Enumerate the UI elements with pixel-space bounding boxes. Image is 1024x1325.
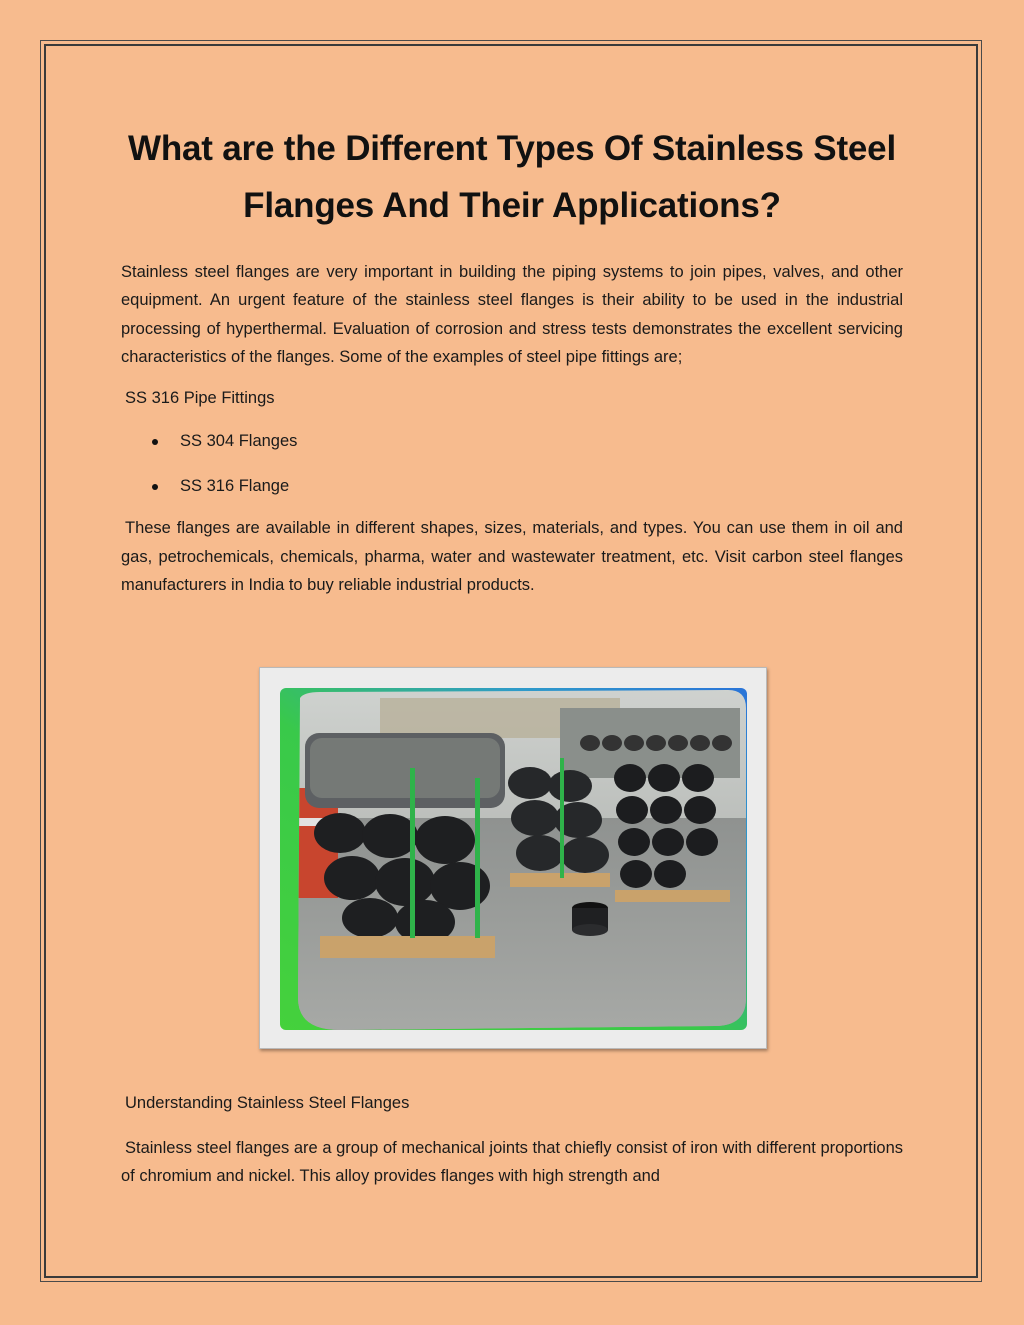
- plain-list-item: SS 316 Pipe Fittings: [125, 389, 275, 408]
- bullet-item: SS 316 Flange: [121, 472, 903, 500]
- availability-paragraph: These flanges are available in different shapes, sizes, materials, and types. You can use them in oil and gas, petrochemicals, chemicals, pharma, water and wastewater treatment, etc. Visit carbon steel flanges manufacturers in India to buy reliable industrial products.: [121, 519, 903, 595]
- intro-paragraph: Stainless steel flanges are very important in building the piping systems to join pipes, valves, and other equipment. An urgent feature of the stainless steel flanges is their ability to be used in the industrial processing of hyperthermal. Evaluation of corrosion and stress tests demonstrates the excellent servicing characteristics of the flanges. Some of the examples of steel pipe fittings are;: [121, 263, 903, 366]
- bullet-item: SS 304 Flanges: [121, 427, 903, 455]
- bullet-list: [121, 427, 903, 500]
- section-paragraph: Stainless steel flanges are a group of mechanical joints that chiefly consist of iron with different proportions of chromium and nickel. This alloy provides flanges with high strength and: [121, 1139, 903, 1186]
- section-heading: Understanding Stainless Steel Flanges: [125, 1094, 410, 1112]
- document-content: [121, 120, 903, 599]
- document-title: What are the Different Types Of Stainless Steel Flanges And Their Applications?: [128, 129, 896, 225]
- pipe-fittings-photo: [259, 667, 767, 1049]
